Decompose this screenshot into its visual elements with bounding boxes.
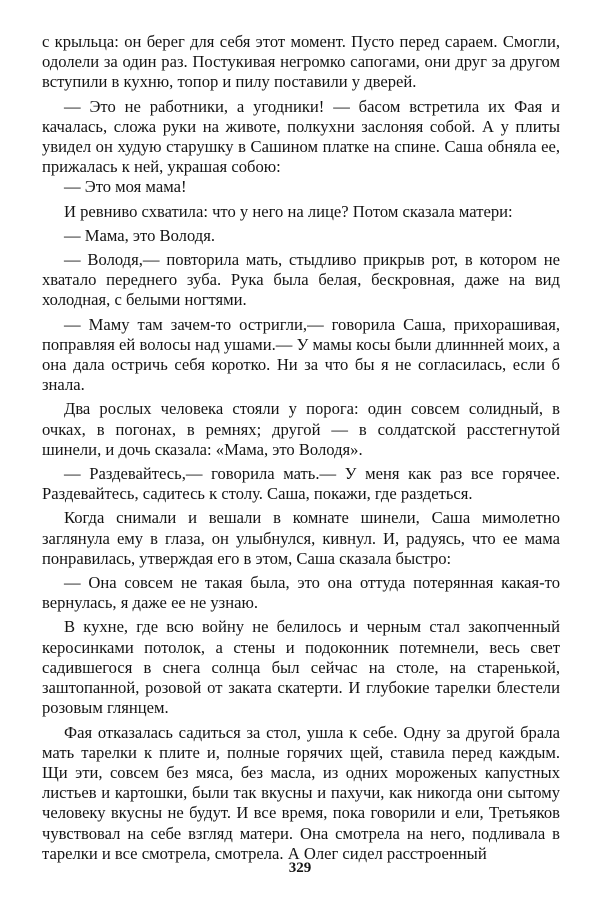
book-page-text <box>42 32 560 864</box>
paragraph-9: — Раздевайтесь,— говорила мать.— У меня как раз все горячее. Раздевайтесь, садитесь к столу. Саша, покажи, где раздеться. <box>42 464 560 504</box>
paragraph-7: — Маму там зачем-то остригли,— говорила Саша, прихорашивая, поправляя ей волосы над ушами.— У мамы косы были длиннней моих, а она дала остричь себя коротко. Ни за что бы я не согласилась, если б знала. <box>42 314 560 395</box>
paragraph-6: — Володя,— повторила мать, стыдливо прикрыв рот, в котором не хватало переднего зуба. Рука была белая, бескровная, даже на вид холодная, с белыми ногтями. <box>42 250 560 310</box>
paragraph-12: В кухне, где всю войну не белилось и черным стал закопченный керосинками потолок, а стены и подоконник потемнели, весь свет садившегося в снега солнца был сейчас на столе, на старенькой, заштопанной, розовой от заката скатерти. И глубокие тарелки блестели розовым глянцем. <box>42 617 560 718</box>
paragraph-5: — Мама, это Володя. <box>64 225 215 245</box>
paragraph-2: — Это не работники, а угодники! — басом встретила их Фая и качалась, сложа руки на животе, полкухни заслоняя собой. А у плиты увидел он худую старушку в Сашином платке на спине. Саша обняла ее, прижалась к ней, украшая собою: <box>42 96 560 177</box>
paragraph-1: с крыльца: он берег для себя этот момент. Пусто перед сараем. Смогли, одолели за один раз. Постукивая негромко сапогами, они друг за другом вступили в кухню, топор и пилу поставили у дверей. <box>42 32 560 92</box>
paragraph-13: Фая отказалась садиться за стол, ушла к себе. Одну за другой брала мать тарелки к плите и, полные горячих щей, ставила перед каждым. Щи эти, совсем без мяса, без масла, из одних мороженых капустных листьев и картошки, были так вкусны и пахучи, как никогда они сытому человеку вкусны не будут. И все время, пока говорили и ели, Третьяков чувствовал на себе взгляд матери. Она смотрела на него, подливала в тарелки и все смотрела, смотрела. А Олег сидел расстроенный <box>42 722 560 863</box>
paragraph-10: Когда снимали и вешали в комнате шинели, Саша мимолетно заглянула ему в глаза, он улыбнулся, кивнул. И, радуясь, что ее мама понравилась, утверждая его в этом, Саша сказала быстро: <box>42 508 560 568</box>
paragraph-4: И ревниво схватила: что у него на лице? Потом сказала матери: <box>64 201 513 221</box>
paragraph-11: — Она совсем не такая была, это она оттуда потерянная какая-то вернулась, я даже ее не узнаю. <box>42 573 560 613</box>
paragraph-3: — Это моя мама! <box>64 177 187 197</box>
paragraph-8: Два рослых человека стояли у порога: один совсем солидный, в очках, в погонах, в ремнях; другой — в солдатской расстегнутой шинели, и дочь сказала: «Мама, это Володя». <box>42 399 560 459</box>
page-number: 329 <box>288 860 312 876</box>
